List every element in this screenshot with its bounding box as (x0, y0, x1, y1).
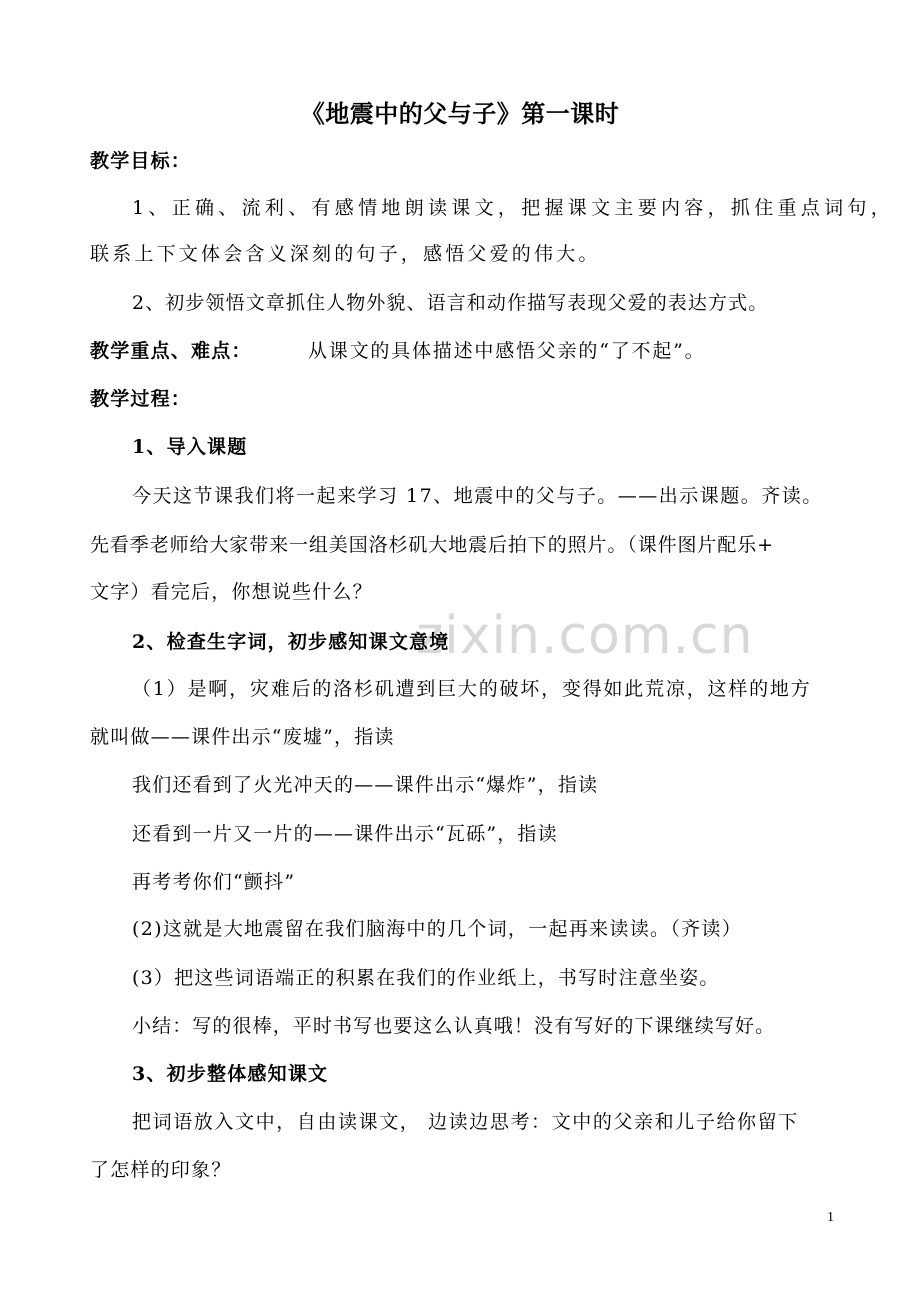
step-3-paragraph-line-2: 了怎样的印象？ (90, 1159, 232, 1181)
step-2-paragraph-explosion: 我们还看到了火光冲天的——课件出示“爆炸”，指读 (132, 774, 599, 796)
step-1-paragraph-line-1: 今天这节课我们将一起来学习 17、地震中的父与子。——出示课题。齐读。 (132, 485, 823, 507)
step-2-paragraph-rubble: 还看到一片又一片的——课件出示“瓦砾”，指读 (132, 823, 558, 845)
process-heading: 教学过程： (90, 388, 192, 410)
key-points-label: 教学重点、难点： (90, 340, 252, 362)
step-3-heading: 3、初步整体感知课文 (132, 1063, 329, 1085)
step-1-paragraph-line-3: 文字）看完后，你想说些什么？ (90, 581, 373, 603)
objective-2: 2、初步领悟文章抓住人物外貌、语言和动作描写表现父爱的表达方式。 (132, 292, 769, 314)
step-3-paragraph-line-1: 把词语放入文中，自由读课文， 边读边思考：文中的父亲和儿子给你留下 (132, 1111, 799, 1133)
step-2-item-2: (2)这就是大地震留在我们脑海中的几个词，一起再来读读。（齐读） (132, 918, 743, 940)
step-1-heading: 1、导入课题 (132, 436, 248, 458)
step-2-item-1-line-2: 就叫做——课件出示“废墟”，指读 (90, 726, 395, 748)
step-1-paragraph-line-2: 先看季老师给大家带来一组美国洛杉矶大地震后拍下的照片。（课件图片配乐+ (90, 534, 774, 556)
step-2-heading: 2、检查生字词，初步感知课文意境 (132, 631, 450, 653)
objectives-heading: 教学目标： (90, 150, 192, 172)
step-2-paragraph-tremble: 再考考你们“颤抖” (132, 871, 296, 893)
step-2-item-1-line-1: （1）是啊，灾难后的洛杉矶遭到巨大的破坏，变得如此荒凉，这样的地方 (132, 678, 812, 700)
objective-1-line-2: 联系上下文体会含义深刻的句子，感悟父爱的伟大。 (90, 243, 601, 265)
document-title: 《地震中的父与子》第一课时 (300, 100, 620, 128)
objective-1-line-1: 1、正确、流利、有感情地朗读课文，把握课文主要内容，抓住重点词句， (132, 197, 894, 219)
key-points-text: 从课文的具体描述中感悟父亲的“了不起”。 (308, 340, 706, 362)
watermark-text: zixin.com.cn (416, 606, 754, 666)
page-number: 1 (827, 1210, 834, 1225)
step-2-summary: 小结：写的很棒，平时书写也要这么认真哦！没有写好的下课继续写好。 (132, 1015, 776, 1037)
step-2-item-3: (3）把这些词语端正的积累在我们的作业纸上，书写时注意坐姿。 (132, 967, 720, 989)
